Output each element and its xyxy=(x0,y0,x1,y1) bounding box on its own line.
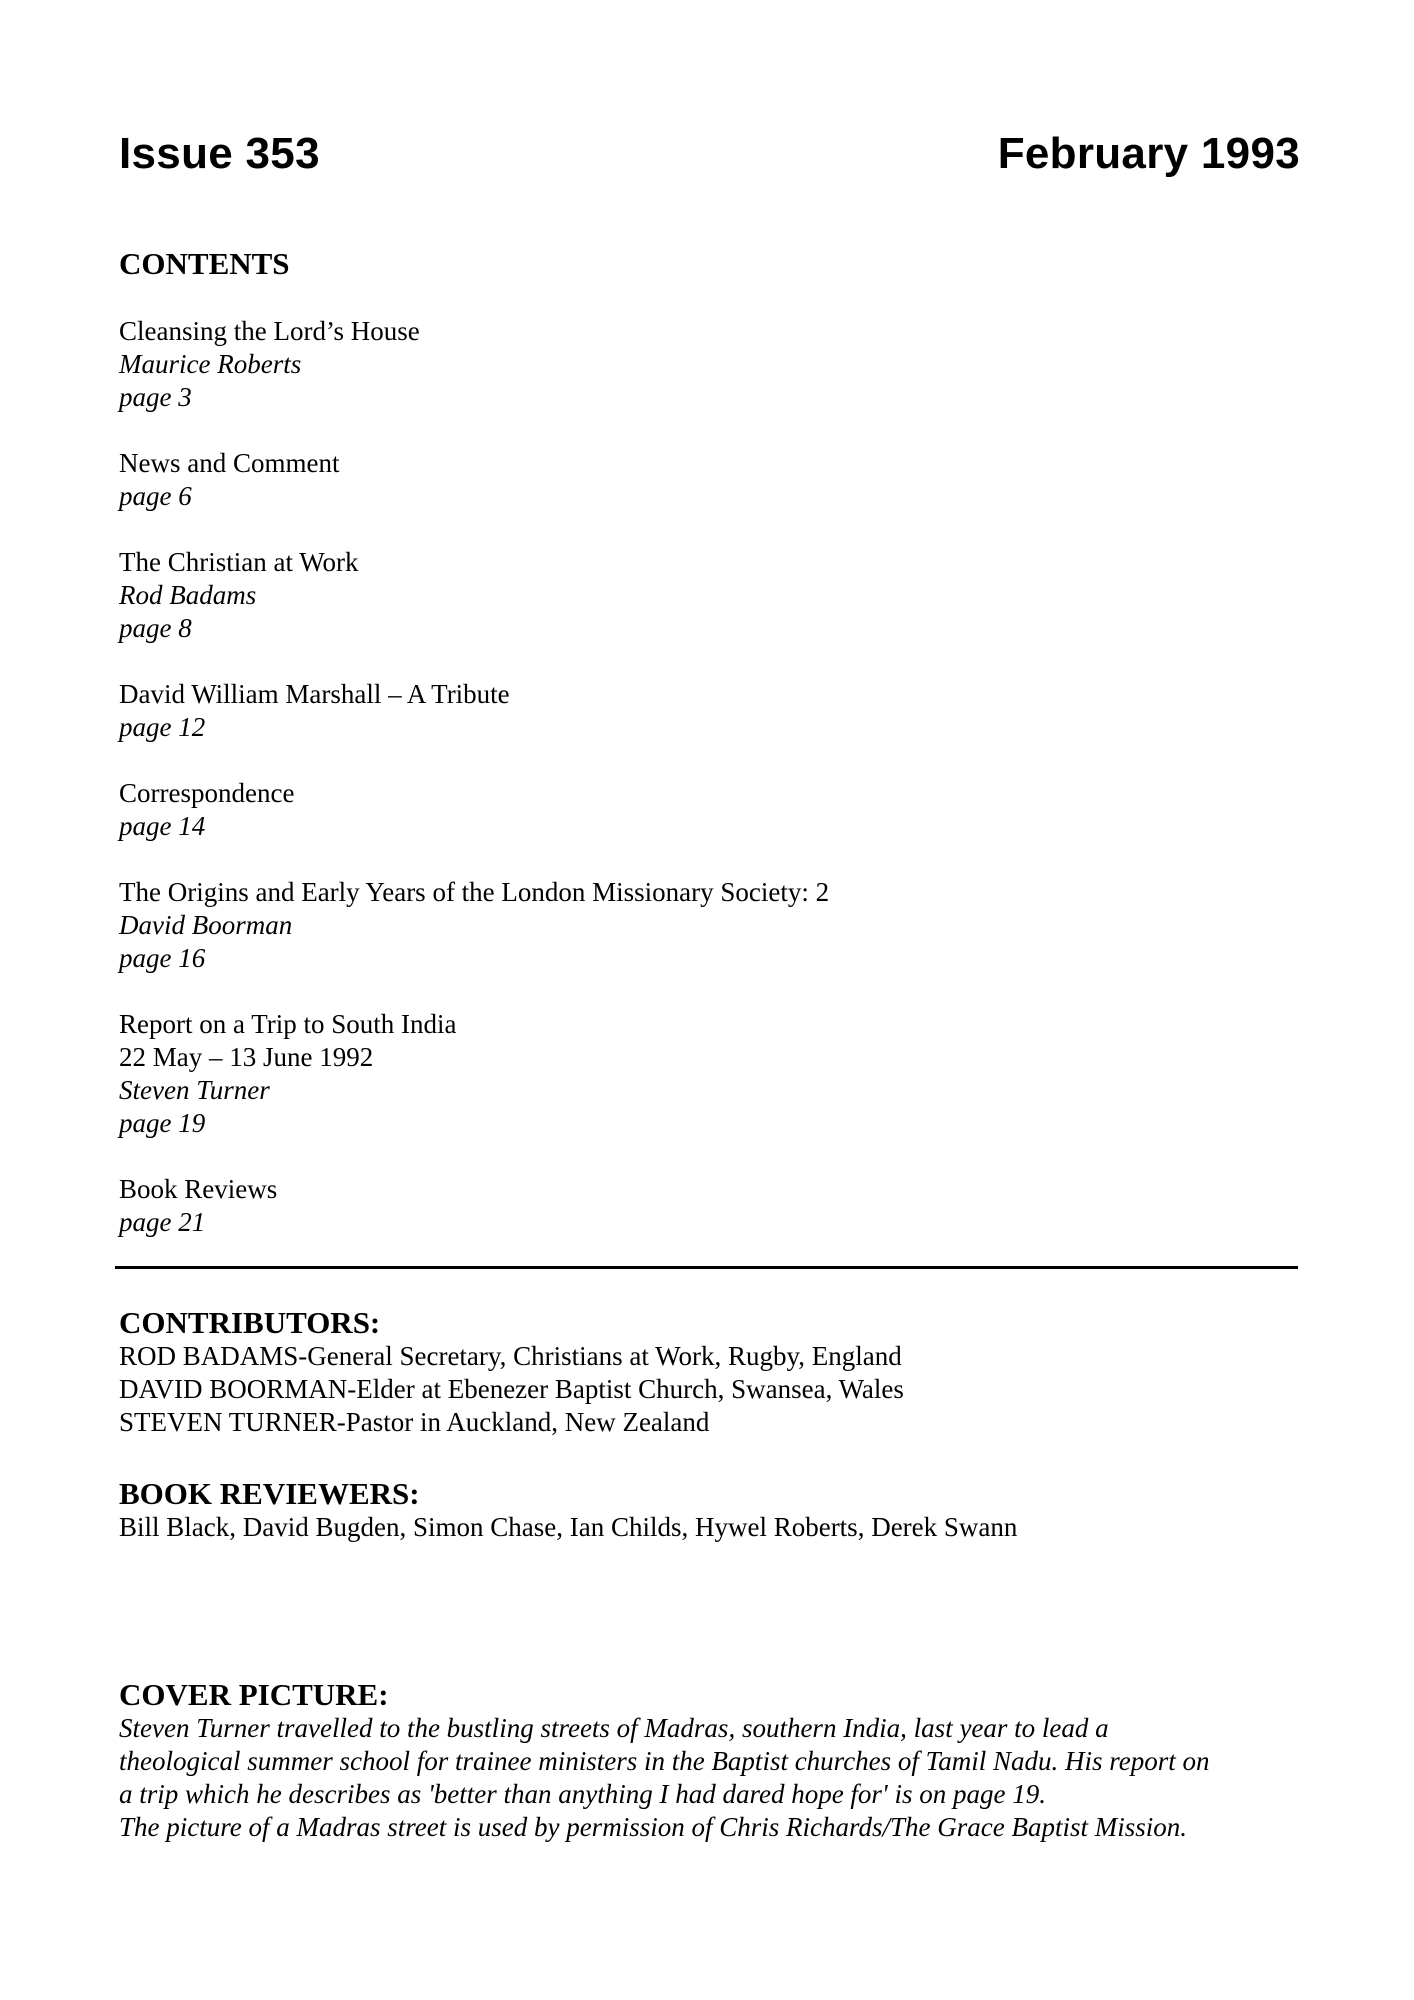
caption-line: The picture of a Madras street is used by permission of Chris Richards/The Grace Baptist Mission. xyxy=(119,1812,1187,1842)
contents-heading: CONTENTS xyxy=(119,246,290,281)
toc-entry-page: page 3 xyxy=(119,382,192,412)
book-reviewers-section xyxy=(119,1477,1299,1544)
toc-entry-missionary-society xyxy=(119,876,1269,975)
toc-entry-page: page 8 xyxy=(119,613,192,643)
toc-entry-title: Report on a Trip to South India xyxy=(119,1009,457,1039)
toc-entry-title: Cleansing the Lord’s House xyxy=(119,316,420,346)
toc-entry-author: Maurice Roberts xyxy=(119,349,302,379)
toc-entry-page: page 19 xyxy=(119,1108,206,1138)
toc-entry-author: Steven Turner xyxy=(119,1075,270,1105)
contributors-section xyxy=(119,1306,1299,1439)
caption-line: a trip which he describes as 'better than anything I had dared hope for' is on page 19. xyxy=(119,1779,1046,1809)
cover-picture-section xyxy=(119,1678,1319,1844)
toc-entry-page: page 21 xyxy=(119,1207,206,1237)
toc-entry-subtitle: 22 May – 13 June 1992 xyxy=(119,1042,374,1072)
toc-entry-page: page 12 xyxy=(119,712,206,742)
contributor-line: ROD BADAMS-General Secretary, Christians at Work, Rugby, England xyxy=(119,1341,902,1371)
toc-entry-tribute xyxy=(119,678,1269,744)
issue-date: February 1993 xyxy=(997,129,1300,178)
toc-entry-title: Correspondence xyxy=(119,778,295,808)
toc-entry-correspondence xyxy=(119,777,1269,843)
toc-entry-author: David Boorman xyxy=(119,910,293,940)
toc-entry-cleansing xyxy=(119,315,1269,414)
toc-entry-page: page 6 xyxy=(119,481,192,511)
book-reviewers-list xyxy=(119,1511,1299,1544)
toc-entry-title: David William Marshall – A Tribute xyxy=(119,679,510,709)
book-reviewers-names: Bill Black, David Bugden, Simon Chase, Ian Childs, Hywel Roberts, Derek Swann xyxy=(119,1512,1018,1542)
book-reviewers-heading: BOOK REVIEWERS: xyxy=(119,1476,420,1511)
toc-entry-title: News and Comment xyxy=(119,448,340,478)
caption-line: theological summer school for trainee ministers in the Baptist churches of Tamil Nadu. His report on xyxy=(119,1746,1210,1776)
toc-entry-book-reviews xyxy=(119,1173,1269,1239)
toc-entry-news xyxy=(119,447,1269,513)
toc-entry-title: Book Reviews xyxy=(119,1174,278,1204)
toc-entry-christian-at-work xyxy=(119,546,1269,645)
issue-number: Issue 353 xyxy=(119,129,320,178)
contributor-line: DAVID BOORMAN-Elder at Ebenezer Baptist Church, Swansea, Wales xyxy=(119,1374,904,1404)
toc-entry-page: page 16 xyxy=(119,943,206,973)
table-of-contents xyxy=(119,315,1269,1272)
contributors-heading: CONTRIBUTORS: xyxy=(119,1305,381,1340)
toc-entry-author: Rod Badams xyxy=(119,580,257,610)
cover-picture-heading: COVER PICTURE: xyxy=(119,1677,389,1712)
cover-picture-caption xyxy=(119,1712,1319,1844)
contributor-line: STEVEN TURNER-Pastor in Auckland, New Zealand xyxy=(119,1407,710,1437)
toc-entry-page: page 14 xyxy=(119,811,206,841)
caption-line: Steven Turner travelled to the bustling streets of Madras, southern India, last year to lead a xyxy=(119,1713,1109,1743)
toc-entry-title: The Christian at Work xyxy=(119,547,359,577)
toc-entry-title: The Origins and Early Years of the London Missionary Society: 2 xyxy=(119,877,830,907)
toc-entry-south-india xyxy=(119,1008,1269,1140)
contributors-list xyxy=(119,1340,1299,1439)
section-divider xyxy=(115,1266,1298,1269)
